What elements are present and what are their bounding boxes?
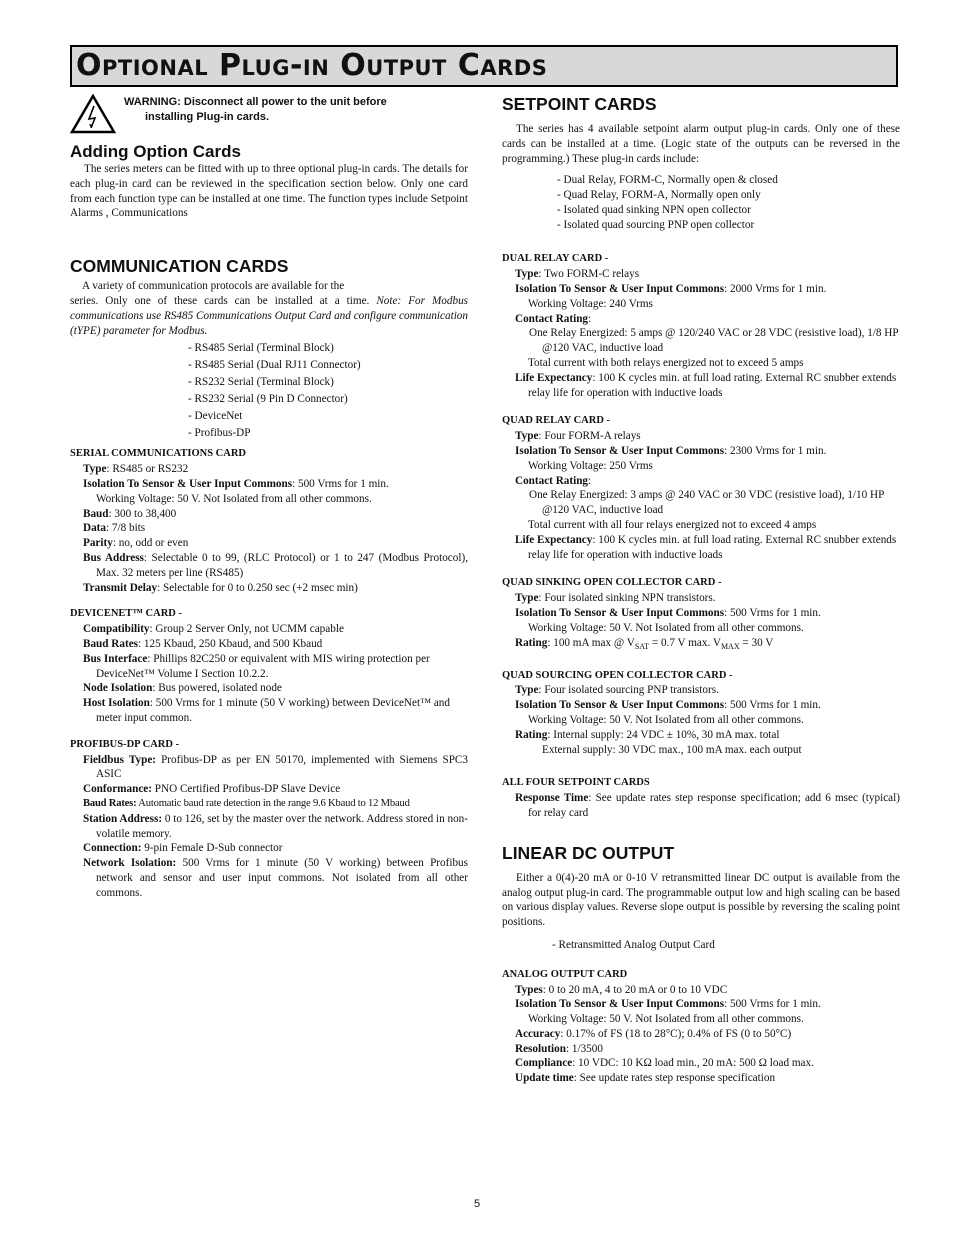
setpoint-heading: SETPOINT CARDS	[502, 94, 657, 114]
linear-dc-heading: LINEAR DC OUTPUT	[502, 842, 675, 863]
profibus-card-specs: Fieldbus Type: Profibus-DP as per EN 50170, implemented with Siemens SPC3 ASIC Conformance: PNO Certified Profibus-DP Slave Device Baud Rates: Automatic baud rate detection in the range 9.6 Kbaud to 12 Mbaud Station Address: 0 to 126, set by the master over the network. Address stored in non-volatile memory. Connection: 9-pin Female D-Sub connector Network Isolation: 500 Vrms for 1 minute (50 V working) between Profibus network and sensor and user input commons. Not isolated from all other commons.	[83, 753, 469, 899]
setpoint-paragraph: The series has 4 available setpoint alarm output plug-in cards. Only one of these cards can be installed at a time. (Logic state of the outputs can be reversed in the programming.) These plug-in cards include:	[502, 123, 900, 165]
all-setpoint-cards-specs: Response Time: See update rates step response specification; add 6 msec (typical) for relay card	[515, 792, 900, 819]
list-item: - RS232 Serial (Terminal Block)	[188, 376, 334, 389]
devicenet-card-specs: Compatibility: Group 2 Server Only, not UCMM capable Baud Rates: 125 Kbaud, 250 Kbaud, and 500 Kbaud Bus Interface: Phillips 82C250 or equivalent with MIS wiring protection per DeviceNet™ Volume I Section 10.2.2. Node Isolation: Bus powered, isolated node Host Isolation: 500 Vrms for 1 minute (50 V working) between DeviceNet™ and meter input common.	[83, 623, 450, 724]
list-item: - Quad Relay, FORM-A, Normally open only	[557, 189, 761, 202]
list-item: - Profibus-DP	[188, 427, 251, 440]
sinking-card-specs: Type: Four isolated sinking NPN transistors. Isolation To Sensor & User Input Commons: 500 Vrms for 1 min. Working Voltage: 50 V. Not Isolated from all other commons. Rating: 100 mA max @ $V_{SAT} = 0.7$ V max. $V_{MAX} = 30$ V	[515, 592, 821, 651]
analog-output-card-title: ANALOG OUTPUT CARD	[502, 968, 628, 980]
communication-heading: COMMUNICATION CARDS	[70, 256, 289, 277]
list-item: - Dual Relay, FORM-C, Normally open & closed	[557, 174, 778, 187]
list-item: - Isolated quad sinking NPN open collector	[557, 204, 751, 217]
communication-list	[70, 340, 468, 442]
sinking-card-title: QUAD SINKING OPEN COLLECTOR CARD -	[502, 577, 722, 589]
left-column	[70, 94, 468, 900]
all-setpoint-cards-title: ALL FOUR SETPOINT CARDS	[502, 777, 650, 789]
adding-paragraph: The series meters can be fitted with up to three optional plug-in cards. The details for each plug-in card can be reviewed in the specification section below. Only one card from each function type can be installed at one time. The function types include Setpoint Alarms , Communications	[70, 163, 468, 220]
right-column	[502, 94, 900, 1086]
page-title: Optional Plug-in Output Cards	[70, 45, 898, 87]
list-item: - Isolated quad sourcing PNP open collector	[557, 219, 755, 232]
communication-paragraph: A variety of communication protocols are available for the series. Only one of these cards can be installed at a time. Note: For Modbus communications use RS485 Communications Output Card and configure communication (tYPE) parameter for Modbus.	[70, 280, 469, 337]
serial-card-specs: Type: RS485 or RS232 Isolation To Sensor & User Input Commons: 500 Vrms for 1 min. Working Voltage: 50 V. Not Isolated from all other commons. Baud: 300 to 38,400 Data: 7/8 bits Parity: no, odd or even Bus Address: Selectable 0 to 99, (RLC Protocol) or 1 to 247 (Modbus Protocol), Max. 32 meters per line (RS485) Transmit Delay: Selectable for 0 to 0.250 sec (+2 msec min)	[83, 463, 468, 594]
linear-dc-paragraph: Either a 0(4)-20 mA or 0-10 V retransmitted linear DC output is available from the analog output plug-in card. The programmable output low and high scaling can be based on various display values. Reverse slope output is possible by reversing the scaling point positions.	[502, 871, 900, 929]
warning-text: WARNING: Disconnect all power to the unit before installing Plug-in cards.	[124, 96, 387, 123]
devicenet-card-title: DEVICENET™ CARD -	[70, 608, 183, 620]
list-item: - Retransmitted Analog Output Card	[552, 938, 715, 951]
list-item: - RS232 Serial (9 Pin D Connector)	[188, 393, 348, 406]
quad-relay-card-title: QUAD RELAY CARD -	[502, 415, 611, 427]
quad-relay-card-specs: Type: Four FORM-A relays Isolation To Sensor & User Input Commons: 2300 Vrms for 1 min. Working Voltage: 250 Vrms Contact Rating: One Relay Energized: 3 amps @ 240 VAC or 30 VDC (resistive load), 1/10 HP @120 VAC, inductive load Total current with all four relays energized not to exceed 4 amps Life Expectancy: 100 K cycles min. at full load rating. External RC snubber extends relay life for operation with inductive loads	[515, 430, 897, 561]
list-item: - DeviceNet	[188, 410, 243, 423]
page-number: 5	[473, 1198, 481, 1210]
dual-relay-card-title: DUAL RELAY CARD -	[502, 253, 609, 265]
warning-block	[70, 94, 468, 140]
high-voltage-warning-icon	[70, 94, 116, 134]
adding-heading: Adding Option Cards	[70, 142, 241, 161]
list-item: - RS485 Serial (Terminal Block)	[188, 342, 334, 355]
sourcing-card-specs: Type: Four isolated sourcing PNP transistors. Isolation To Sensor & User Input Commons: 500 Vrms for 1 min. Working Voltage: 50 V. Not Isolated from all other commons. Rating: Internal supply: 24 VDC ± 10%, 30 mA max. total External supply: 30 VDC max., 100 mA max. each output	[515, 684, 821, 756]
analog-output-card-specs: Types: 0 to 20 mA, 4 to 20 mA or 0 to 10 VDC Isolation To Sensor & User Input Commons: 500 Vrms for 1 min. Working Voltage: 50 V. Not Isolated from all other commons. Accuracy: 0.17% of FS (18 to 28°C); 0.4% of FS (0 to 50°C) Resolution: 1/3500 Compliance: 10 VDC: 10 KΩ load min., 20 mA: 500 Ω load max. Update time: See update rates step response specification	[515, 983, 821, 1085]
serial-card-title: SERIAL COMMUNICATIONS CARD	[70, 448, 246, 460]
setpoint-list	[502, 173, 900, 233]
list-item: - RS485 Serial (Dual RJ11 Connector)	[188, 359, 361, 372]
profibus-card-title: PROFIBUS-DP CARD -	[70, 738, 180, 750]
dual-relay-card-specs: Type: Two FORM-C relays Isolation To Sensor & User Input Commons: 2000 Vrms for 1 min. Working Voltage: 240 Vrms Contact Rating: One Relay Energized: 5 amps @ 120/240 VAC or 28 VDC (resistive load), 1/8 HP @120 VAC, inductive load Total current with both relays energized not to exceed 5 amps Life Expectancy: 100 K cycles min. at full load rating. External RC snubber extends relay life for operation with inductive loads	[515, 268, 899, 399]
sourcing-card-title: QUAD SOURCING OPEN COLLECTOR CARD -	[502, 669, 733, 681]
